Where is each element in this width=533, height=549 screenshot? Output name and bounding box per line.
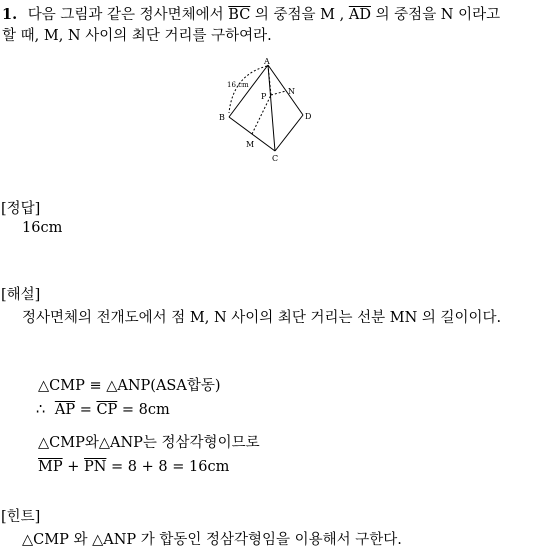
label-a: A <box>264 57 270 66</box>
hint-header: [힌트] <box>1 509 41 525</box>
plus-sign: + <box>67 459 80 475</box>
label-c: C <box>272 154 279 163</box>
problem-text-a: 다음 그림과 같은 정사면체에서 <box>27 7 224 23</box>
segment-bc: $\overline{BC}$ <box>228 7 251 23</box>
equation-2-value: = 8cm <box>121 402 170 418</box>
segment-pn <box>271 91 286 95</box>
equation-4-value: = 8 + 8 = 16cm <box>111 459 230 475</box>
segment-ad: $\overline{AD}$ <box>348 7 371 23</box>
equals-sign: = <box>79 402 92 418</box>
label-p: P <box>261 92 267 101</box>
problem-number: 1. <box>2 6 18 23</box>
label-b: B <box>219 113 225 122</box>
hint-text: △CMP 와 △ANP 가 합동인 정삼각형임을 이용해서 구한다. <box>22 532 402 548</box>
edge-da <box>268 65 303 115</box>
answer-header: [정답] <box>1 201 41 217</box>
segment-cp-text: $\overline{CP}$ <box>96 402 118 418</box>
explanation-text: 정사면체의 전개도에서 점 M, N 사이의 최단 거리는 선분 MN 의 길이이다. <box>22 310 502 326</box>
equation-2 <box>36 402 170 418</box>
segment-mp-text: $\overline{MP}$ <box>38 459 63 475</box>
problem-text-b: 의 중점을 M , <box>254 7 345 23</box>
problem-line-1 <box>2 3 500 24</box>
label-edge-length: 16 cm <box>227 81 249 89</box>
edge-ab <box>229 65 268 117</box>
label-n: N <box>288 87 295 96</box>
problem-text-c: 의 중점을 N 이라고 <box>375 7 501 23</box>
edge-cd <box>275 115 303 151</box>
answer-value: 16cm <box>22 220 63 236</box>
problem-line-2: 할 때, M, N 사이의 최단 거리를 구하여라. <box>2 28 272 44</box>
segment-pn-text: $\overline{PN}$ <box>83 459 107 475</box>
therefore-symbol: ∴ <box>36 402 46 418</box>
segment-ap-text: $\overline{AP}$ <box>54 402 76 418</box>
equation-1: △CMP ≡ △ANP(ASA합동) <box>38 378 221 394</box>
label-d: D <box>305 112 312 121</box>
tetrahedron-figure <box>215 55 320 167</box>
edge-length-arc <box>229 66 267 113</box>
explanation-header: [해설] <box>1 287 41 303</box>
equation-4 <box>38 459 229 475</box>
label-m: M <box>246 140 255 149</box>
equation-3: △CMP와△ANP는 정삼각형이므로 <box>38 435 260 451</box>
